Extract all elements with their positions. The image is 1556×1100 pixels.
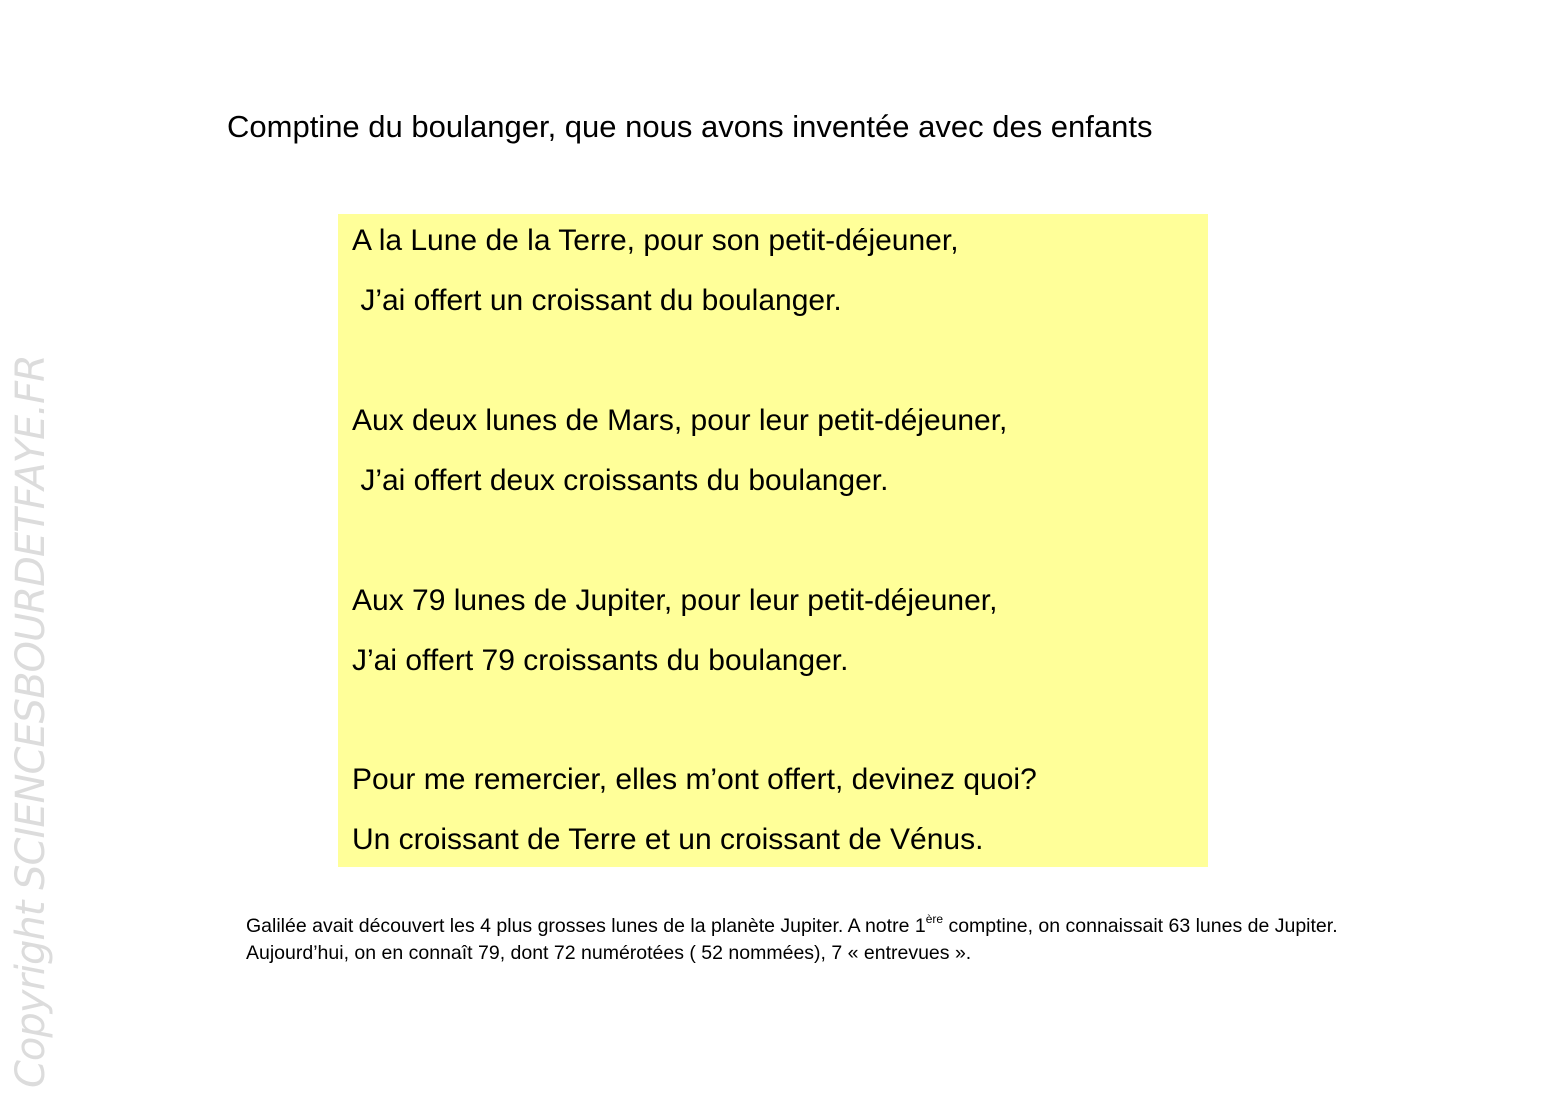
poem-line-5: Aux 79 lunes de Jupiter, pour leur petit-déjeuner, [352, 584, 998, 617]
page-title: Comptine du boulanger, que nous avons inventée avec des enfants [227, 109, 1153, 144]
copyright-watermark: Copyright SCIENCESBOURDETFAYE.FR [8, 355, 54, 1088]
poem-line-3: Aux deux lunes de Mars, pour leur petit-déjeuner, [352, 404, 1008, 437]
poem-line-4: J’ai offert deux croissants du boulanger. [352, 464, 889, 497]
footnote-text-start: Galilée avait découvert les 4 plus grosses lunes de la planète Jupiter. A notre 1 [246, 915, 926, 937]
poem-box [338, 214, 1208, 867]
poem-line-8: Un croissant de Terre et un croissant de Vénus. [352, 823, 984, 856]
poem-line-7: Pour me remercier, elles m’ont offert, devinez quoi? [352, 763, 1037, 796]
poem-line-6: J’ai offert 79 croissants du boulanger. [352, 644, 849, 677]
footnote-superscript: ère [925, 912, 944, 926]
poem-line-1: A la Lune de la Terre, pour son petit-déjeuner, [352, 224, 959, 257]
footnote [246, 913, 1366, 967]
footnote-text-end: comptine, on connaissait 63 lunes de Jupiter. Aujourd’hui, on en connaît 79, dont 72 numérotées ( 52 nommées), 7 « entrevues ». [246, 915, 1338, 964]
poem-line-2: J’ai offert un croissant du boulanger. [352, 284, 842, 317]
